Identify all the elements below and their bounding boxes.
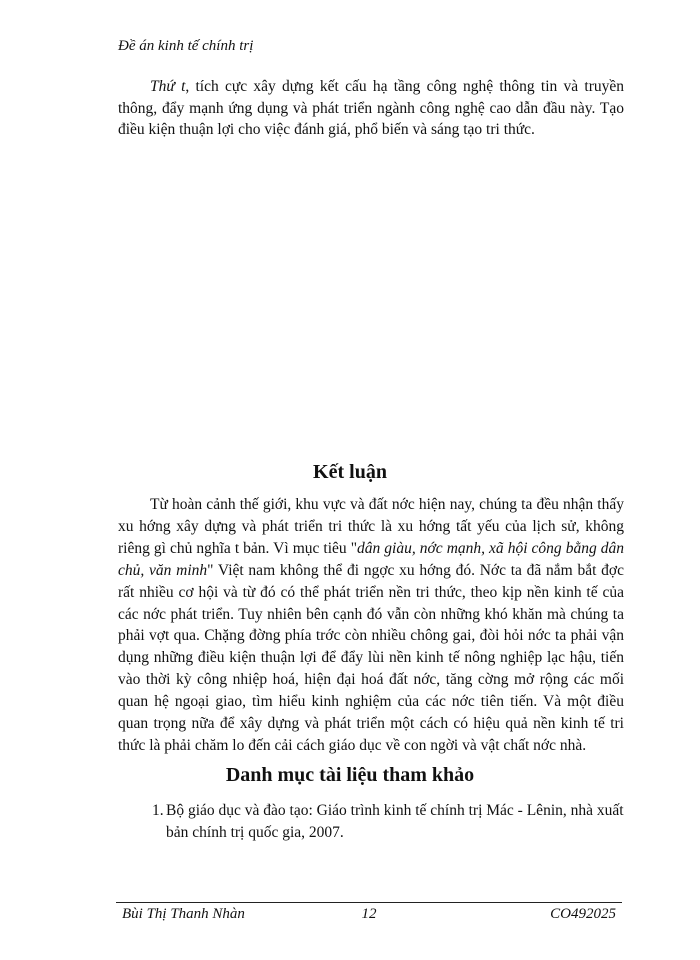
running-header: Đề án kinh tế chính trị	[118, 38, 254, 54]
reference-text: Bộ giáo dục và đào tạo: Giáo trình kinh tế chính trị Mác - Lênin, nhà xuất bản chính trị quốc gia, 2007.	[166, 802, 624, 841]
conclusion-paragraph	[118, 494, 624, 757]
conclusion-text-part2: " Việt nam không thể đi ngợc xu hớng đó. Nớc ta đã nắm bắt đợc rất nhiều cơ hội và từ đó có thể phát triển nền tri thức, theo kịp nền kinh tế của các nớc phát triển. Tuy nhiên bên cạnh đó vẫn còn những khó khăn mà chúng ta phải vợt qua. Chặng đờng phía trớc còn nhiều chông gai, đòi hỏi nớc ta phải vận dụng những điều kiện thuận lợi để đẩy lùi nền kinh tế nông nghiệp lạc hậu, tiến vào thời kỳ công nhiệp hoá, hiện đại hoá đất nớc, tăng cờng mở rộng các mối quan hệ ngoại giao, tìm hiểu kinh nghiệm của các nớc tiên tiến. Và một điều quan trọng nữa để xây dựng và phát triển một cách có hiệu quả nền kinh tế tri thức là phải chăm lo đến cải cách giáo dục về con ngời và vật chất nớc nhà.	[118, 561, 624, 754]
conclusion-quote: dân giàu, nớc mạnh, xã hội công bằng dân chủ, văn minh	[118, 539, 624, 579]
footer-page-number: 12	[361, 906, 377, 922]
footer-student-code: CO492025	[550, 906, 616, 922]
references-list	[140, 800, 624, 844]
intro-lead: Thứ t	[150, 78, 186, 95]
reference-item	[140, 800, 624, 844]
footer-divider	[116, 902, 622, 903]
intro-paragraph	[118, 76, 624, 141]
reference-number: 1.	[152, 802, 164, 819]
footer-author: Bùi Thị Thanh Nhàn	[122, 906, 245, 922]
conclusion-heading: Kết luận	[313, 461, 387, 483]
intro-text: , tích cực xây dựng kết cấu hạ tầng công nghệ thông tin và truyền thông, đẩy mạnh ứng dụng và phát triển ngành công nghệ cao dẫn đầu này. Tạo điều kiện thuận lợi cho việc đánh giá, phổ biến và sáng tạo tri thức.	[118, 78, 624, 138]
references-heading: Danh mục tài liệu tham khảo	[225, 764, 475, 786]
conclusion-text-part1: Từ hoàn cảnh thế giới, khu vực và đất nớc hiện nay, chúng ta đều nhận thấy xu hớng xây dựng và phát triển tri thức là xu hớng tất yếu của lịch sử, không riêng gì chủ nghĩa t bản. Vì mục tiêu "	[118, 496, 624, 557]
